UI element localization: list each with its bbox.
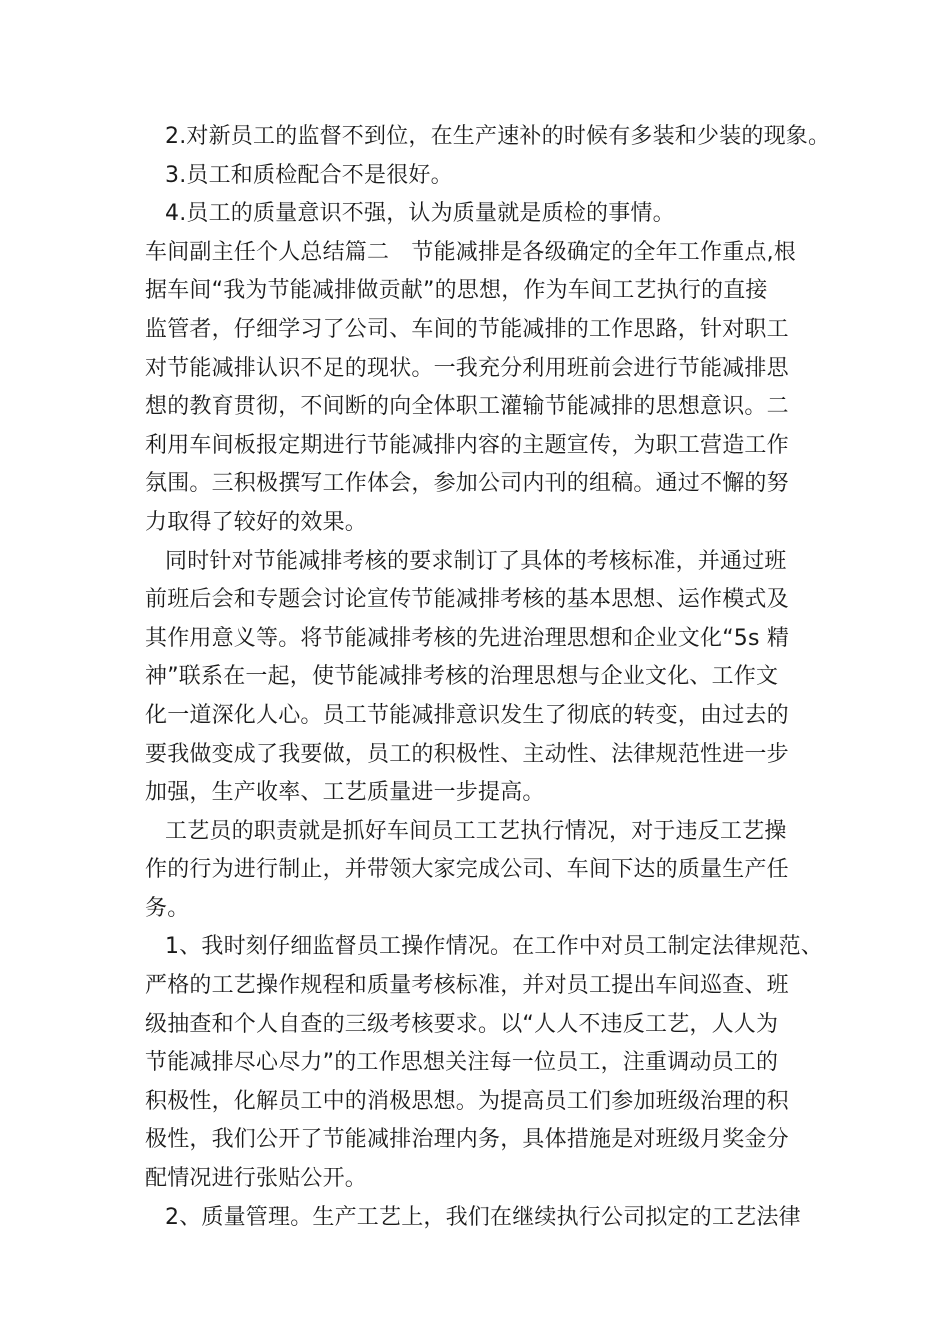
text-line: 力取得了较好的效果。 xyxy=(145,509,368,535)
text-line: 2、质量管理。生产工艺上，我们在继续执行公司拟定的工艺法律 xyxy=(165,1204,801,1230)
text-line: 作的行为进行制止，并带领大家完成公司、车间下达的质量生产任 xyxy=(145,857,789,883)
text-line: 1、我时刻仔细监督员工操作情况。在工作中对员工制定法律规范、 xyxy=(165,934,823,960)
text-line: 节能减排尽心尽力”的工作思想关注每一位员工，注重调动员工的 xyxy=(145,1050,779,1076)
text-line: 务。 xyxy=(145,895,190,921)
paragraph xyxy=(145,543,815,813)
text-line: 化一道深化人心。员工节能减排意识发生了彻底的转变，由过去的 xyxy=(145,702,789,728)
text-line: 监管者，仔细学习了公司、车间的节能减排的工作思路，针对职工 xyxy=(145,316,789,342)
paragraph xyxy=(145,118,831,157)
text-line: 据车间“我为节能减排做贡献”的思想，作为车间工艺执行的直接 xyxy=(145,278,768,304)
text-line: 氛围。三积极撰写工作体会，参加公司内刊的组稿。通过不懈的努 xyxy=(145,471,789,497)
text-line: 想的教育贯彻，不间断的向全体职工灌输节能减排的思想意识。二 xyxy=(145,394,789,420)
text-line: 极性，我们公开了节能减排治理内务，具体措施是对班级月奖金分 xyxy=(145,1127,789,1153)
paragraph xyxy=(145,195,815,234)
paragraph xyxy=(145,1199,815,1238)
text-line: 积极性，化解员工中的消极思想。为提高员工们参加班级治理的积 xyxy=(145,1088,789,1114)
text-line: 2.对新员工的监督不到位，在生产速补的时候有多装和少装的现象。 xyxy=(165,124,831,149)
text-line: 其作用意义等。将节能减排考核的先进治理思想和企业文化“5s 精 xyxy=(145,625,790,651)
paragraph xyxy=(145,928,823,1198)
text-line: 前班后会和专题会讨论宣传节能减排考核的基本思想、运作模式及 xyxy=(145,587,789,613)
paragraph xyxy=(145,234,815,543)
text-line: 级抽查和个人自查的三级考核要求。以“人人不违反工艺，人人为 xyxy=(145,1011,779,1037)
text-line: 工艺员的职责就是抓好车间员工工艺执行情况，对于违反工艺操 xyxy=(165,818,787,844)
text-line: 配情况进行张贴公开。 xyxy=(145,1166,368,1192)
text-line: 严格的工艺操作规程和质量考核标准，并对员工提出车间巡查、班 xyxy=(145,973,789,999)
text-line: 要我做变成了我要做，员工的积极性、主动性、法律规范性进一步 xyxy=(145,741,789,767)
paragraph xyxy=(145,813,815,929)
text-line: 同时针对节能减排考核的要求制订了具体的考核标准，并通过班 xyxy=(165,548,787,574)
text-line: 4.员工的质量意识不强，认为质量就是质检的事情。 xyxy=(165,201,675,227)
paragraph xyxy=(145,157,815,196)
text-line: 加强，生产收率、工艺质量进一步提高。 xyxy=(145,780,545,806)
text-line: 车间副主任个人总结篇二 节能减排是各级确定的全年工作重点,根 xyxy=(145,239,796,265)
document-body xyxy=(145,118,831,1237)
text-line: 3.员工和质检配合不是很好。 xyxy=(165,162,453,188)
text-line: 利用车间板报定期进行节能减排内容的主题宣传，为职工营造工作 xyxy=(145,432,789,458)
text-line: 对节能减排认识不足的现状。一我充分利用班前会进行节能减排思 xyxy=(145,355,789,381)
text-line: 神”联系在一起，使节能减排考核的治理思想与企业文化、工作文 xyxy=(145,664,779,690)
